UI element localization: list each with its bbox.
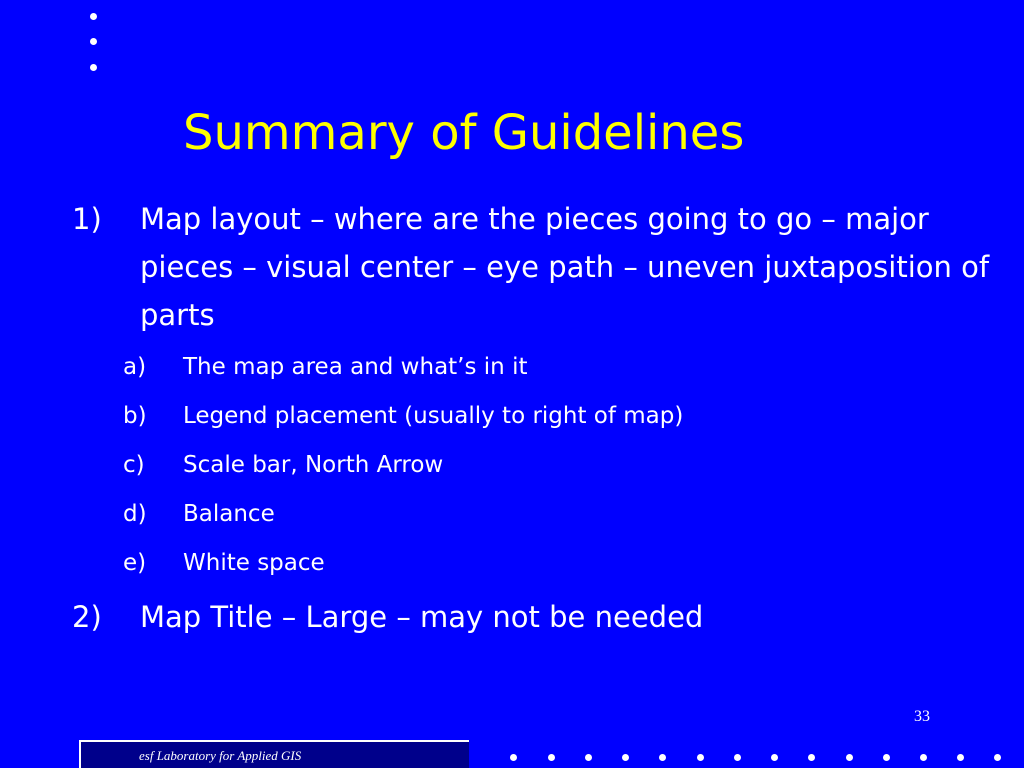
decorative-dot bbox=[994, 754, 1001, 761]
sub-item-text: Legend placement (usually to right of map) bbox=[183, 403, 684, 429]
footer-text: esf Laboratory for Applied GIS bbox=[139, 748, 302, 763]
decorative-dot bbox=[622, 754, 629, 761]
list-item-number: 1) bbox=[72, 202, 102, 236]
decorative-dot bbox=[510, 754, 517, 761]
decorative-dot bbox=[90, 64, 97, 71]
sub-item-letter: a) bbox=[123, 354, 147, 380]
decorative-dot bbox=[883, 754, 890, 761]
decorative-dot bbox=[846, 754, 853, 761]
decorative-dot bbox=[734, 754, 741, 761]
decorative-dot bbox=[90, 38, 97, 45]
decorative-dot bbox=[90, 13, 97, 20]
sub-item-text: The map area and what’s in it bbox=[183, 354, 528, 380]
sub-item-text: Scale bar, North Arrow bbox=[183, 452, 444, 478]
decorative-dot bbox=[920, 754, 927, 761]
list-item-text: Map layout – where are the pieces going to go – major pieces – visual center – eye path – uneven juxtaposition of parts bbox=[140, 202, 990, 332]
sub-item-letter: e) bbox=[123, 550, 147, 576]
decorative-dot bbox=[548, 754, 555, 761]
decorative-dot bbox=[585, 754, 592, 761]
decorative-dot bbox=[808, 754, 815, 761]
sub-item-letter: b) bbox=[123, 403, 147, 429]
list-item-number: 2) bbox=[72, 600, 102, 634]
sub-item-letter: d) bbox=[123, 501, 147, 527]
slide-title: Summary of Guidelines bbox=[183, 105, 745, 161]
list-item-text: Map Title – Large – may not be needed bbox=[140, 600, 704, 634]
footer-bar bbox=[79, 740, 469, 768]
sub-item-text: White space bbox=[183, 550, 325, 576]
page-number: 33 bbox=[914, 708, 930, 725]
decorative-dot bbox=[697, 754, 704, 761]
sub-item-letter: c) bbox=[123, 452, 145, 478]
decorative-dot bbox=[957, 754, 964, 761]
sub-item-text: Balance bbox=[183, 501, 275, 527]
decorative-dot bbox=[771, 754, 778, 761]
decorative-dot bbox=[659, 754, 666, 761]
